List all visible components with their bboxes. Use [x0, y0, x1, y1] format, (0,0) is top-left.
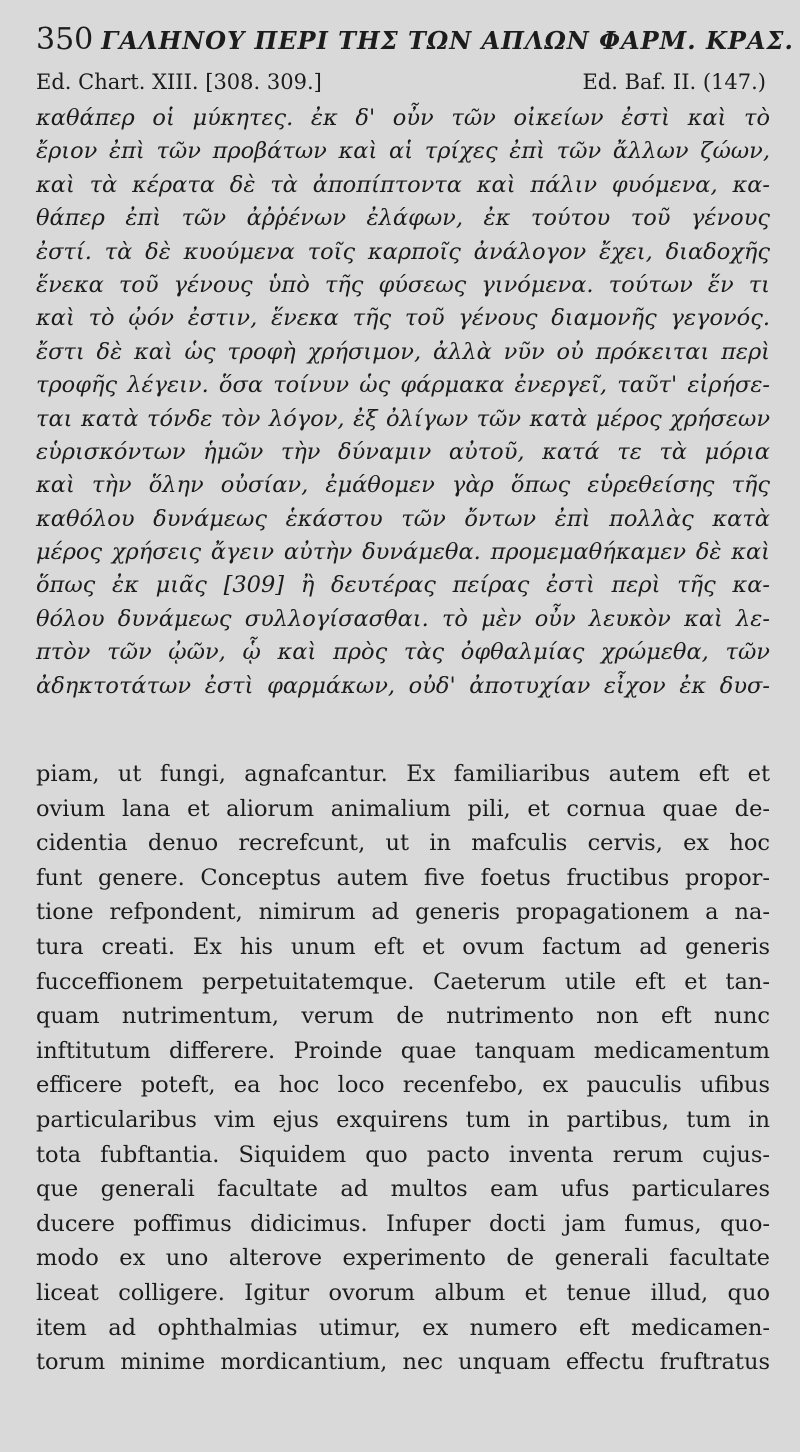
- greek-text-line: θόλου δυνάμεως συλλογίσασθαι. τὸ μὲν οὖν λευκὸν καὶ λε-: [36, 605, 770, 632]
- latin-text-line: torum minime mordicantium, nec unquam effectu fruftratus: [36, 1349, 770, 1376]
- latin-text-line: liceat colligere. Igitur ovorum album et tenue illud, quo: [36, 1279, 770, 1306]
- latin-text-line: cidentia denuo recrefcunt, ut in mafculis cervis, ex hoc: [36, 830, 770, 857]
- latin-text-line: quam nutrimentum, verum de nutrimento non eft nunc: [36, 1003, 770, 1030]
- greek-text-line: ἐστί. τὰ δὲ κυούμενα τοῖς καρποῖς ἀνάλογον ἔχει, διαδοχῆς: [36, 238, 770, 265]
- latin-text-line: tione refpondent, nimirum ad generis propagationem a na-: [36, 899, 770, 926]
- edition-right: Ed. Baf. II. (147.): [582, 70, 766, 94]
- greek-text-line: ὅπως ἐκ μιᾶς [309] ἢ δευτέρας πείρας ἐστὶ περὶ τῆς κα-: [36, 572, 770, 599]
- latin-text-line: item ad ophthalmias utimur, ex numero eft medicamen-: [36, 1314, 770, 1341]
- greek-text-line: θάπερ ἐπὶ τῶν ἀῤῥένων ἐλάφων, ἐκ τούτου τοῦ γένους: [36, 205, 770, 232]
- latin-text-line: piam, ut fungi, agnafcantur. Ex familiaribus autem eft et: [36, 761, 770, 788]
- edition-line: [36, 70, 770, 100]
- edition-left: Ed. Chart. XIII. [308. 309.]: [36, 70, 322, 94]
- latin-text-line: modo ex uno alterove experimento de generali facultate: [36, 1245, 770, 1272]
- latin-text-line: que generali facultate ad multos eam ufus particulares: [36, 1176, 770, 1203]
- page-number: 350: [36, 22, 94, 57]
- running-head: [36, 22, 794, 66]
- greek-text-line: πτὸν τῶν ᾠῶν, ᾧ καὶ πρὸς τὰς ὀφθαλμίας χρώμεθα, τῶν: [36, 639, 770, 666]
- greek-text-line: ἀδηκτοτάτων ἐστὶ φαρμάκων, οὐδ' ἀποτυχίαν εἶχον ἐκ δυσ-: [36, 672, 770, 699]
- latin-text-line: funt genere. Conceptus autem five foetus fructibus propor-: [36, 864, 770, 891]
- greek-text-line: μέρος χρήσεις ἄγειν αὐτὴν δυνάμεθα. προμεμαθήκαμεν δὲ καὶ: [36, 539, 770, 566]
- greek-text-line: ἔστι δὲ καὶ ὡς τροφὴ χρήσιμον, ἀλλὰ νῦν οὐ πρόκειται περὶ: [36, 338, 770, 365]
- greek-text-line: καθόλου δυνάμεως ἑκάστου τῶν ὄντων ἐπὶ πολλὰς κατὰ: [36, 505, 770, 532]
- latin-text-line: fucceffionem perpetuitatemque. Caeterum utile eft et tan-: [36, 968, 770, 995]
- greek-text-line: καὶ τὸ ᾠόν ἐστιν, ἕνεκα τῆς τοῦ γένους διαμονῆς γεγονός.: [36, 305, 770, 332]
- running-head-title: ΓΑΛΗΝΟΥ ΠΕΡΙ ΤΗΣ ΤΩΝ ΑΠΛΩΝ ΦΑΡΜ. ΚΡΑΣ.: [101, 26, 794, 55]
- latin-text-line: inftitutum differere. Proinde quae tanquam medicamentum: [36, 1037, 770, 1064]
- latin-text-line: tura creati. Ex his unum eft et ovum factum ad generis: [36, 934, 770, 960]
- greek-text-line: ἔριον ἐπὶ τῶν προβάτων καὶ αἱ τρίχες ἐπὶ τῶν ἄλλων ζώων,: [36, 138, 770, 165]
- greek-text-line: καὶ τὴν ὅλην οὐσίαν, ἐμάθομεν γὰρ ὅπως εὑρεθείσης τῆς: [36, 472, 770, 499]
- greek-text-line: εὑρισκόντων ἡμῶν τὴν δύναμιν αὐτοῦ, κατά τε τὰ μόρια: [36, 438, 770, 465]
- greek-text-line: ἕνεκα τοῦ γένους ὑπὸ τῆς φύσεως γινόμενα. τούτων ἕν τι: [36, 271, 770, 298]
- greek-text-line: καθάπερ οἱ μύκητες. ἐκ δ' οὖν τῶν οἰκείων ἐστὶ καὶ τὸ: [36, 105, 770, 131]
- latin-text-line: tota fubftantia. Siquidem quo pacto inventa rerum cujus-: [36, 1141, 770, 1168]
- latin-text-block: [36, 757, 770, 1380]
- greek-text-line: τροφῆς λέγειν. ὅσα τοίνυν ὡς φάρμακα ἐνεργεῖ, ταῦτ' εἰρήσε-: [36, 372, 770, 399]
- greek-text-line: καὶ τὰ κέρατα δὲ τὰ ἀποπίπτοντα καὶ πάλιν φυόμενα, κα-: [36, 171, 770, 198]
- greek-text-line: ται κατὰ τόνδε τὸν λόγον, ἐξ ὀλίγων τῶν κατὰ μέρος χρήσεων: [36, 405, 770, 432]
- greek-text-block: [36, 102, 770, 703]
- latin-text-line: ovium lana et aliorum animalium pili, et cornua quae de-: [36, 795, 770, 822]
- latin-text-line: particularibus vim ejus exquirens tum in partibus, tum in: [36, 1106, 770, 1133]
- latin-text-line: efficere poteft, ea hoc loco recenfebo, ex pauculis ufibus: [36, 1072, 770, 1099]
- latin-text-line: ducere poffimus didicimus. Infuper docti jam fumus, quo-: [36, 1210, 770, 1237]
